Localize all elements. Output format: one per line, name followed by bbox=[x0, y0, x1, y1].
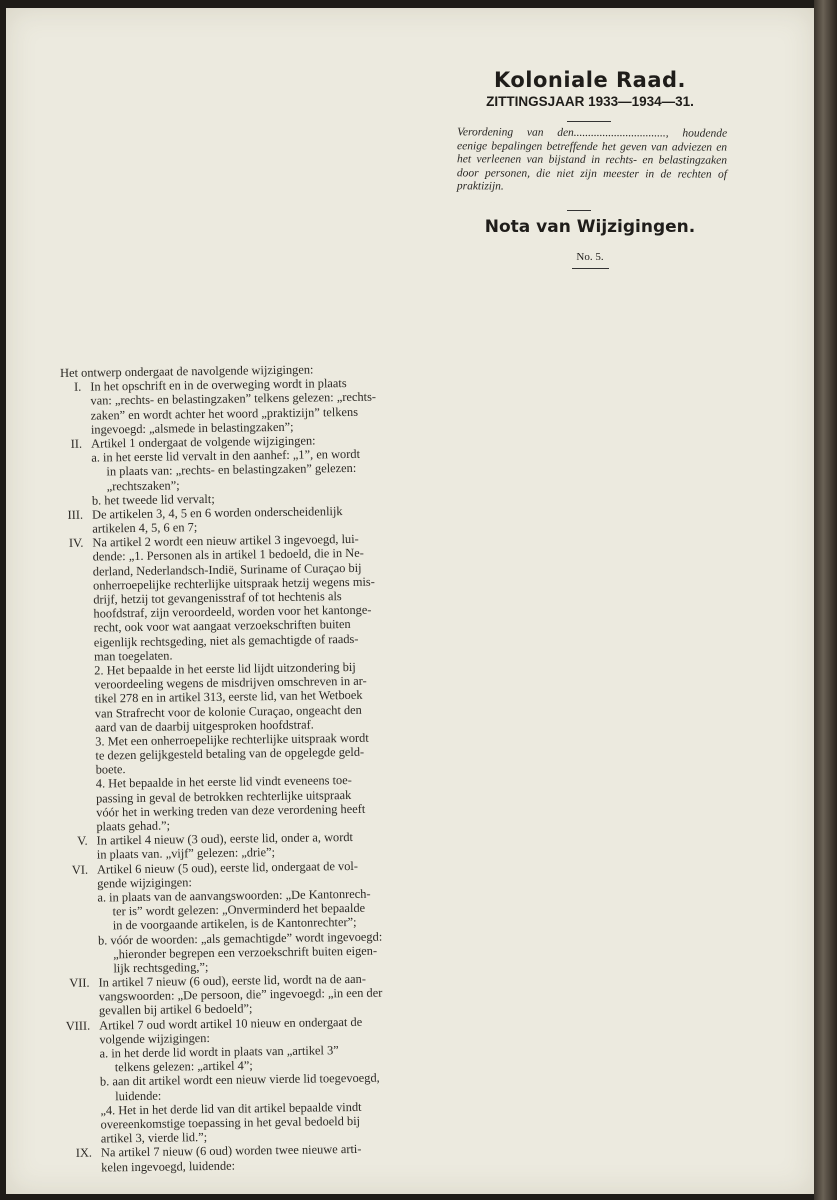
line-text: b. het tweede lid vervalt; bbox=[91, 491, 215, 508]
article-numeral: IV. bbox=[68, 535, 84, 551]
line-text: vangswoorden: „De persoon, die” ingevoegd: „in een der bbox=[98, 985, 383, 1004]
line-text: ingevoegd: „alsmede in belastingzaken”; bbox=[90, 419, 294, 437]
line-text: lijk rechtsgeding,”; bbox=[113, 959, 209, 976]
line-text: te dezen gelijkgesteld betaling van de opgelegde geld- bbox=[95, 744, 365, 763]
line-text: gende wijzigingen: bbox=[97, 874, 192, 891]
line-text: luidende: bbox=[115, 1088, 162, 1103]
line-text: „rechtszaken”; bbox=[106, 477, 180, 493]
document-title: Koloniale Raad. bbox=[493, 68, 687, 92]
line-text: Na artikel 7 nieuw (6 oud) worden twee nieuwe arti- bbox=[100, 1142, 362, 1160]
line-text: In het opschrift en in de overweging wordt in plaats bbox=[90, 376, 347, 394]
line-text: passing in geval de betrokken rechterlijke uitspraak bbox=[95, 787, 352, 806]
line-text: „4. Het in het derde lid van dit artikel bepaalde vindt bbox=[100, 1099, 362, 1118]
line-text: dende: „1. Personen als in artikel 1 bedoeld, die in Ne- bbox=[92, 546, 364, 564]
divider bbox=[567, 121, 611, 122]
line-text: kelen ingevoegd, luidende: bbox=[101, 1158, 236, 1175]
line-text: veroordeeling wegens de misdrijven omschreven in ar- bbox=[94, 673, 367, 692]
line-text: b. aan dit artikel wordt een nieuw vierde lid toegevoegd, bbox=[99, 1070, 380, 1089]
line-text: in de voorgaande artikelen, is de Kantonrechter”; bbox=[112, 915, 357, 933]
line-text: van Strafrecht voor de kolonie Curaçao, ongeacht den bbox=[94, 702, 362, 721]
ordinance-subject: Verordening van den................................, houdende eenige bepalingen betreffende het geven van adviezen en het verleenen van bijstand in rechts- en belastingzaken door personen, die niet zijn meester in de rechten of praktizijn. bbox=[456, 126, 728, 193]
line-text: In artikel 4 nieuw (3 oud), eerste lid, onder a, wordt bbox=[96, 830, 354, 848]
page-edge bbox=[814, 0, 837, 1200]
line-text: a. in plaats van de aanvangswoorden: „De Kantonrech- bbox=[97, 886, 371, 905]
line-text: aard van de daarbij uitgesproken hoofdstraf. bbox=[94, 717, 314, 735]
line-text: 2. Het bepaalde in het eerste lid lijdt uitzondering bij bbox=[94, 659, 356, 678]
line-text: zaken” en wordt achter het woord „praktizijn” telkens bbox=[90, 404, 359, 423]
divider bbox=[567, 210, 591, 211]
article-numeral: I. bbox=[73, 379, 82, 394]
line-text: in plaats van. „vijf” gelezen: „drie”; bbox=[96, 845, 276, 862]
line-text: Artikel 7 oud wordt artikel 10 nieuw en ondergaat de bbox=[99, 1014, 363, 1033]
line-text: a. in het derde lid wordt in plaats van „artikel 3” bbox=[99, 1043, 339, 1061]
line-text: 3. Met een onherroepelijke rechterlijke uitspraak wordt bbox=[95, 730, 369, 749]
line-text: telkens gelezen: „artikel 4”; bbox=[114, 1058, 253, 1075]
article-numeral: VI. bbox=[71, 862, 89, 877]
line-text: De artikelen 3, 4, 5 en 6 worden onderscheidenlijk bbox=[91, 503, 343, 522]
session-number: ZITTINGSJAAR 1933—1934—31. bbox=[486, 94, 694, 109]
article-numeral: II. bbox=[70, 436, 83, 451]
line-text: recht, ook voor wat aangaat verzoekschriften buiten bbox=[93, 617, 351, 635]
line-text: 4. Het bepaalde in het eerste lid vindt eveneens toe- bbox=[95, 773, 352, 791]
line-text: tikel 278 en in artikel 313, eerste lid, van het Wetboek bbox=[94, 688, 363, 706]
section-heading: Nota van Wijzigingen. bbox=[484, 217, 696, 237]
amendment-number: No. 5. bbox=[576, 251, 604, 263]
line-text: Het ontwerp ondergaat de navolgende wijzigingen: bbox=[60, 362, 314, 380]
line-text: overeenkomstige toepassing in het geval bedoeld bij bbox=[100, 1113, 361, 1132]
line-text: boete. bbox=[95, 762, 126, 777]
amendments-body bbox=[60, 361, 451, 1175]
line-text: volgende wijzigingen: bbox=[99, 1030, 210, 1047]
article-numeral: VII. bbox=[69, 975, 90, 990]
divider bbox=[572, 268, 609, 269]
line-text: derland, Nederlandsch-Indië, Suriname of Curaçao bij bbox=[92, 560, 362, 579]
article-numeral: V. bbox=[77, 833, 88, 848]
line-text: van: „rechts- en belastingzaken” telkens gelezen: „rechts- bbox=[90, 389, 377, 408]
line-text: Artikel 6 nieuw (5 oud), eerste lid, ondergaat de vol- bbox=[96, 858, 359, 877]
line-text: ter is” wordt gelezen: „Onverminderd het bepaalde bbox=[112, 900, 366, 919]
line-text: man toegelaten. bbox=[93, 648, 173, 664]
line-text: eigenlijk rechtsgeding, niet als gemachtigde of raads- bbox=[93, 631, 359, 650]
line-text: „hieronder begrepen een verzoekschrift buiten eigen- bbox=[113, 943, 378, 962]
line-text: plaats gehad.”; bbox=[96, 818, 171, 834]
line-text: drijf, hetzij tot gevangenisstraf of tot hechtenis als bbox=[93, 589, 342, 607]
line-text: In artikel 7 nieuw (6 oud), eerste lid, wordt na de aan- bbox=[98, 971, 367, 990]
line-text: artikelen 4, 5, 6 en 7; bbox=[92, 520, 198, 536]
line-text: artikel 3, vierde lid.”; bbox=[100, 1130, 208, 1146]
article-numeral: IX. bbox=[75, 1145, 93, 1161]
line-text: b. vóór de woorden: „als gemachtigde” wordt ingevoegd: bbox=[97, 929, 383, 948]
article-numeral: III. bbox=[67, 507, 84, 522]
line-text: Artikel 1 ondergaat de volgende wijzigingen: bbox=[90, 433, 316, 451]
line-text: hoofdstraf, zijn veroordeeld, worden voor het kantonge- bbox=[93, 602, 372, 621]
article-numeral: VIII. bbox=[65, 1018, 91, 1033]
line-text: onherroepelijke rechterlijke uitspraak hetzij wegens mis- bbox=[92, 574, 375, 593]
line-text: vóór het in werking treden van deze verordening heeft bbox=[96, 801, 366, 820]
line-text: a. in het eerste lid vervalt in den aanhef: „1”, en wordt bbox=[91, 446, 361, 465]
line-text: in plaats van: „rechts- en belastingzaken” gelezen: bbox=[106, 461, 357, 479]
line-text: Na artikel 2 wordt een nieuw artikel 3 ingevoegd, lui- bbox=[92, 532, 359, 550]
line-text: gevallen bij artikel 6 bedoeld”; bbox=[98, 1001, 253, 1018]
